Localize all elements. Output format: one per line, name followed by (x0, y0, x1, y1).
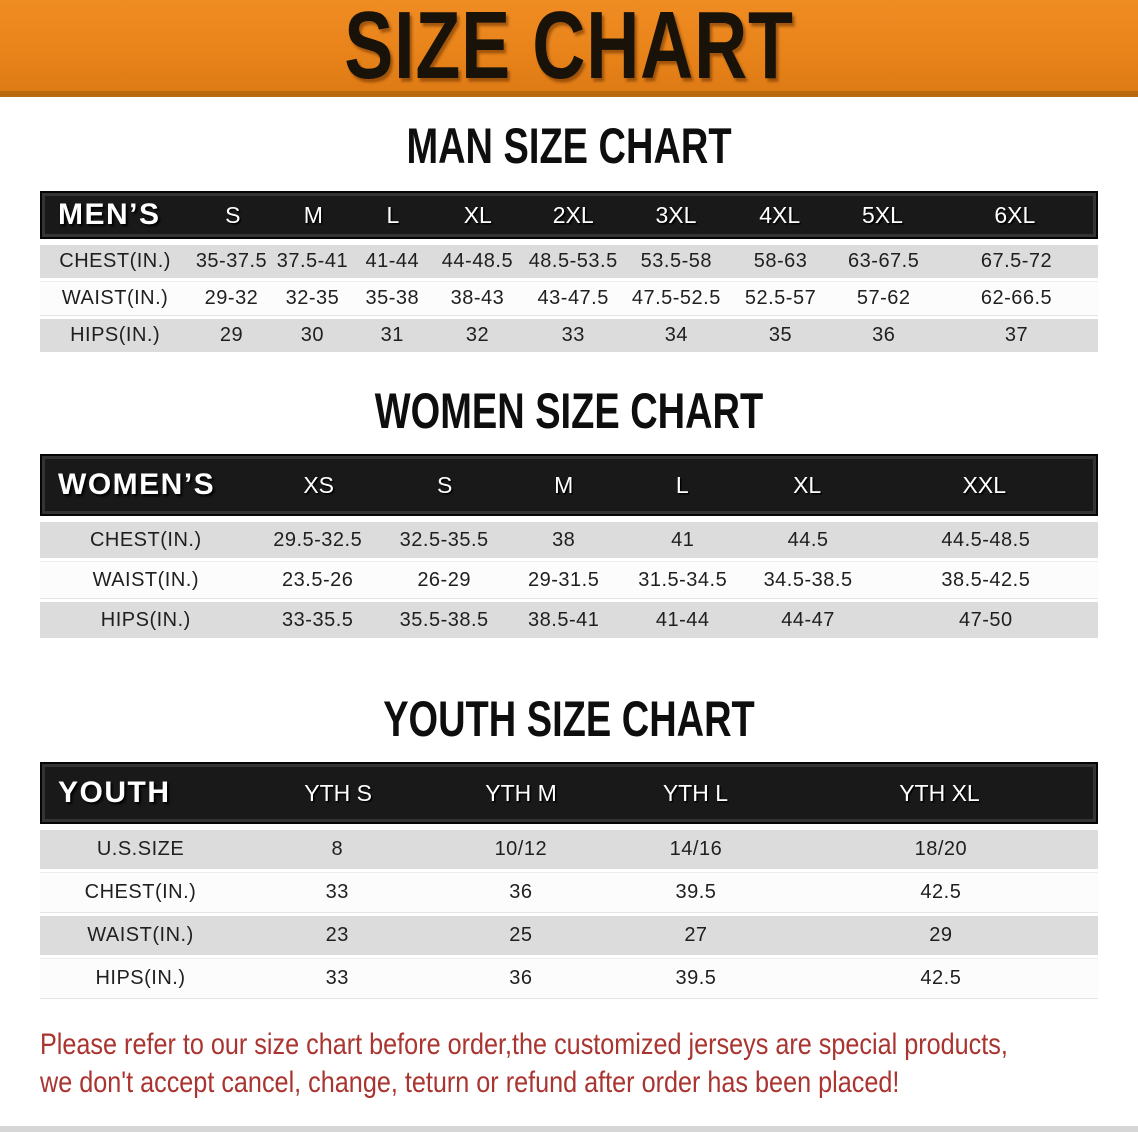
women-size-table (40, 454, 1098, 638)
cell: 47-50 (959, 608, 1013, 631)
column-header: S (225, 201, 241, 228)
table-header-row (40, 762, 1098, 824)
cell: 33-35.5 (282, 608, 354, 631)
section-youth (0, 690, 1138, 998)
cell: 29 (929, 924, 953, 946)
column-header: YTH M (485, 779, 557, 806)
cell: 57-62 (856, 287, 911, 309)
cell: 47.5-52.5 (631, 287, 721, 309)
column-header: L (386, 201, 400, 228)
table-row (40, 522, 1098, 558)
cell: 32.5-35.5 (399, 528, 489, 551)
cell: 29 (219, 324, 244, 346)
row-label: U.S.SIZE (96, 838, 185, 860)
table-title: MEN’S (58, 198, 161, 231)
cell: 48.5-53.5 (528, 250, 618, 272)
row-label: WAIST(IN.) (61, 287, 169, 309)
cell: 27 (684, 924, 708, 946)
cell: 36 (509, 967, 533, 989)
cell: 36 (872, 324, 896, 346)
cell: 38.5-42.5 (941, 568, 1031, 591)
row-label: HIPS(IN.) (70, 324, 161, 346)
row-label: CHEST(IN.) (89, 528, 202, 551)
column-header: XXL (962, 471, 1006, 498)
table-row (40, 873, 1098, 912)
table-row (40, 916, 1098, 955)
size-chart-sections (0, 117, 1138, 998)
cell: 31.5-34.5 (638, 568, 728, 591)
cell: 35.5-38.5 (399, 608, 489, 631)
column-header: 4XL (759, 201, 801, 228)
table-row (40, 245, 1098, 278)
cell: 18/20 (914, 838, 968, 860)
cell: 52.5-57 (744, 287, 817, 309)
table-row (40, 602, 1098, 638)
column-header: XL (463, 201, 492, 228)
cell: 42.5 (920, 881, 962, 903)
cell: 41 (671, 528, 695, 551)
column-header: M (303, 201, 323, 228)
table-header-row (40, 454, 1098, 516)
banner-title: SIZE CHART (344, 0, 794, 99)
cell: 29.5-32.5 (273, 528, 363, 551)
cell: 67.5-72 (980, 250, 1053, 272)
size-chart-banner (0, 0, 1138, 97)
men-size-table (40, 191, 1098, 352)
cell: 39.5 (675, 967, 717, 989)
cell: 63-67.5 (848, 250, 920, 272)
cell: 14/16 (669, 838, 723, 860)
column-header: YTH XL (899, 779, 980, 806)
cell: 23.5-26 (282, 568, 354, 591)
row-label: HIPS(IN.) (100, 608, 191, 631)
row-label: WAIST(IN.) (92, 568, 200, 591)
column-header: L (675, 471, 689, 498)
youth-section-heading: YOUTH SIZE CHART (383, 691, 755, 747)
cell: 25 (509, 924, 533, 946)
cell: 44.5 (787, 528, 829, 551)
cell: 43-47.5 (537, 287, 609, 309)
cell: 53.5-58 (640, 250, 713, 272)
column-header: S (436, 471, 453, 498)
cell: 34.5-38.5 (763, 568, 853, 591)
youth-size-table (40, 762, 1098, 998)
column-header: 6XL (994, 201, 1036, 228)
cell: 33 (325, 881, 349, 903)
row-label: CHEST(IN.) (84, 881, 197, 903)
cell: 10/12 (494, 838, 548, 860)
cell: 29-32 (204, 287, 259, 309)
cell: 32-35 (285, 287, 340, 309)
cell: 32 (465, 324, 490, 346)
row-label: CHEST(IN.) (59, 250, 171, 272)
cell: 38 (552, 528, 576, 551)
cell: 37.5-41 (276, 250, 349, 272)
cell: 38-43 (450, 287, 505, 309)
section-women (0, 382, 1138, 638)
table-title: WOMEN’S (58, 468, 216, 501)
disclaimer-line-1: Please refer to our size chart before order,the customized jerseys are special products, (40, 1028, 1008, 1061)
section-men (0, 117, 1138, 352)
table-row (40, 282, 1098, 315)
cell: 33 (561, 324, 585, 346)
order-disclaimer (40, 1026, 1138, 1102)
cell: 29-31.5 (528, 568, 600, 591)
cell: 41-44 (365, 250, 420, 272)
disclaimer-line-2: we don't accept cancel, change, teturn or refund after order has been placed! (40, 1066, 900, 1099)
cell: 37 (1004, 324, 1029, 346)
cell: 42.5 (920, 967, 962, 989)
bottom-edge-strip (0, 1126, 1138, 1132)
column-header: XL (793, 471, 822, 498)
cell: 41-44 (655, 608, 710, 631)
table-row (40, 319, 1098, 352)
table-header-row (40, 191, 1098, 239)
cell: 8 (331, 838, 344, 860)
cell: 38.5-41 (528, 608, 600, 631)
table-row (40, 830, 1098, 869)
cell: 58-63 (753, 250, 808, 272)
women-section-heading: WOMEN SIZE CHART (374, 383, 764, 439)
cell: 35-38 (365, 287, 420, 309)
cell: 39.5 (675, 881, 717, 903)
cell: 44-48.5 (441, 250, 514, 272)
row-label: HIPS(IN.) (95, 967, 186, 989)
column-header: M (554, 471, 574, 498)
cell: 30 (300, 324, 325, 346)
column-header: 5XL (862, 201, 903, 228)
table-row (40, 562, 1098, 598)
cell: 34 (664, 324, 688, 346)
cell: 33 (325, 967, 349, 989)
cell: 44-47 (781, 608, 835, 631)
table-row (40, 959, 1098, 998)
column-header: YTH S (304, 779, 373, 806)
cell: 35 (768, 324, 793, 346)
table-title: YOUTH (58, 776, 171, 809)
cell: 35-37.5 (195, 250, 268, 272)
cell: 62-66.5 (980, 287, 1053, 309)
column-header: 3XL (655, 201, 697, 228)
column-header: YTH L (662, 779, 729, 806)
row-label: WAIST(IN.) (87, 924, 194, 946)
men-section-heading: MAN SIZE CHART (406, 118, 732, 174)
cell: 26-29 (417, 568, 471, 591)
column-header: XS (303, 471, 335, 498)
cell: 23 (325, 924, 349, 946)
cell: 44.5-48.5 (941, 528, 1031, 551)
cell: 31 (380, 324, 404, 346)
column-header: 2XL (552, 201, 594, 228)
cell: 36 (509, 881, 533, 903)
